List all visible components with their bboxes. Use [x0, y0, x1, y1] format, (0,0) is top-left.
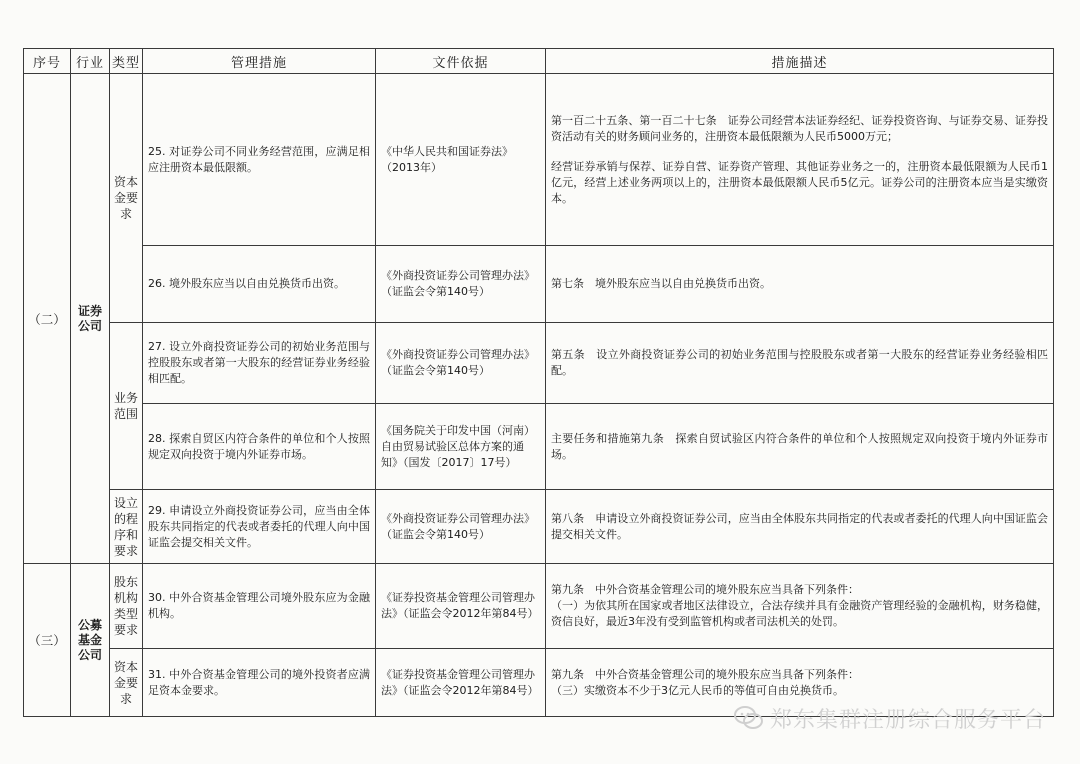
header-type: 类型 [110, 49, 143, 74]
table-row [24, 490, 1054, 564]
header-measures: 管理措施 [143, 49, 376, 74]
group-industry: 公募基金公司 [71, 564, 110, 717]
type-label: 资本 金要 求 [110, 74, 143, 323]
group-industry: 证券公司 [71, 74, 110, 564]
description-cell: 第一百二十五条、第一百二十七条 证券公司经营本法证券经纪、证券投资咨询、与证券交易、证券投资活动有关的财务顾问业务的，注册资本最低限额为人民币5000万元； 经营证券承销与保荐、证券自营、证券资产管理、其他证券业务之一的，注册资本最低限额为人民币1亿元，经营上述业务两项以上的，注册资本最低限额人民币5亿元。证券公司的注册资本应当是实缴资本。 [546, 74, 1054, 246]
type-label: 股东 机构 类型 要求 [110, 564, 143, 649]
basis-cell: 《外商投资证券公司管理办法》（证监会令第140号） [376, 246, 546, 323]
table-row [24, 323, 1054, 404]
table-row [24, 564, 1054, 649]
measure-cell: 25. 对证券公司不同业务经营范围，应满足相应注册资本最低限额。 [143, 74, 376, 246]
header-industry: 行业 [71, 49, 110, 74]
measure-cell: 26. 境外股东应当以自由兑换货币出资。 [143, 246, 376, 323]
table-header-row [24, 49, 1054, 74]
watermark-text: 郑东集群注册综合服务平台 [769, 707, 1046, 733]
description-cell: 第八条 申请设立外商投资证券公司，应当由全体股东共同指定的代表或者委托的代理人向中国证监会提交相关文件。 [546, 490, 1054, 564]
type-label: 资本 金要 求 [110, 649, 143, 717]
measure-cell: 30. 中外合资基金管理公司境外股东应为金融机构。 [143, 564, 376, 649]
measure-cell: 31. 中外合资基金管理公司的境外投资者应满足资本金要求。 [143, 649, 376, 717]
description-cell: 第九条 中外合资基金管理公司的境外股东应当具备下列条件： （一）为依其所在国家或者地区法律设立，合法存续并具有金融资产管理经验的金融机构，财务稳健，资信良好，最近3年没有受到监管机构或者司法机关的处罚。 [546, 564, 1054, 649]
header-basis: 文件依据 [376, 49, 546, 74]
description-cell: 主要任务和措施第九条 探索自贸试验区内符合条件的单位和个人按照规定双向投资于境内外证券市场。 [546, 404, 1054, 490]
table-row [24, 404, 1054, 490]
type-label: 业务 范围 [110, 323, 143, 490]
basis-cell: 《外商投资证券公司管理办法》（证监会令第140号） [376, 490, 546, 564]
header-seq: 序号 [24, 49, 71, 74]
table-row [24, 74, 1054, 246]
table-row [24, 246, 1054, 323]
basis-cell: 《证券投资基金管理公司管理办法》（证监会令2012年第84号） [376, 564, 546, 649]
header-description: 措施描述 [546, 49, 1054, 74]
description-cell: 第九条 中外合资基金管理公司的境外股东应当具备下列条件： （三）实缴资本不少于3亿元人民币的等值可自由兑换货币。 [546, 649, 1054, 717]
description-cell: 第七条 境外股东应当以自由兑换货币出资。 [546, 246, 1054, 323]
description-cell: 第五条 设立外商投资证券公司的初始业务范围与控股股东或者第一大股东的经营证券业务经验相匹配。 [546, 323, 1054, 404]
group-seq: （三） [24, 564, 71, 717]
wechat-icon [734, 705, 764, 731]
group-seq: （二） [24, 74, 71, 564]
basis-cell: 《国务院关于印发中国（河南）自由贸易试验区总体方案的通知》（国发〔2017〕17号） [376, 404, 546, 490]
measure-cell: 29. 申请设立外商投资证券公司，应当由全体股东共同指定的代表或者委托的代理人向中国证监会提交相关文件。 [143, 490, 376, 564]
measure-cell: 27. 设立外商投资证券公司的初始业务范围与控股股东或者第一大股东的经营证券业务经验相匹配。 [143, 323, 376, 404]
type-label: 设立 的程 序和 要求 [110, 490, 143, 564]
basis-cell: 《外商投资证券公司管理办法》（证监会令第140号） [376, 323, 546, 404]
watermark [734, 700, 1046, 736]
basis-cell: 《中华人民共和国证券法》（2013年） [376, 74, 546, 246]
basis-cell: 《证券投资基金管理公司管理办法》（证监会令2012年第84号） [376, 649, 546, 717]
policy-table [23, 48, 1054, 717]
measure-cell: 28. 探索自贸区内符合条件的单位和个人按照规定双向投资于境内外证券市场。 [143, 404, 376, 490]
